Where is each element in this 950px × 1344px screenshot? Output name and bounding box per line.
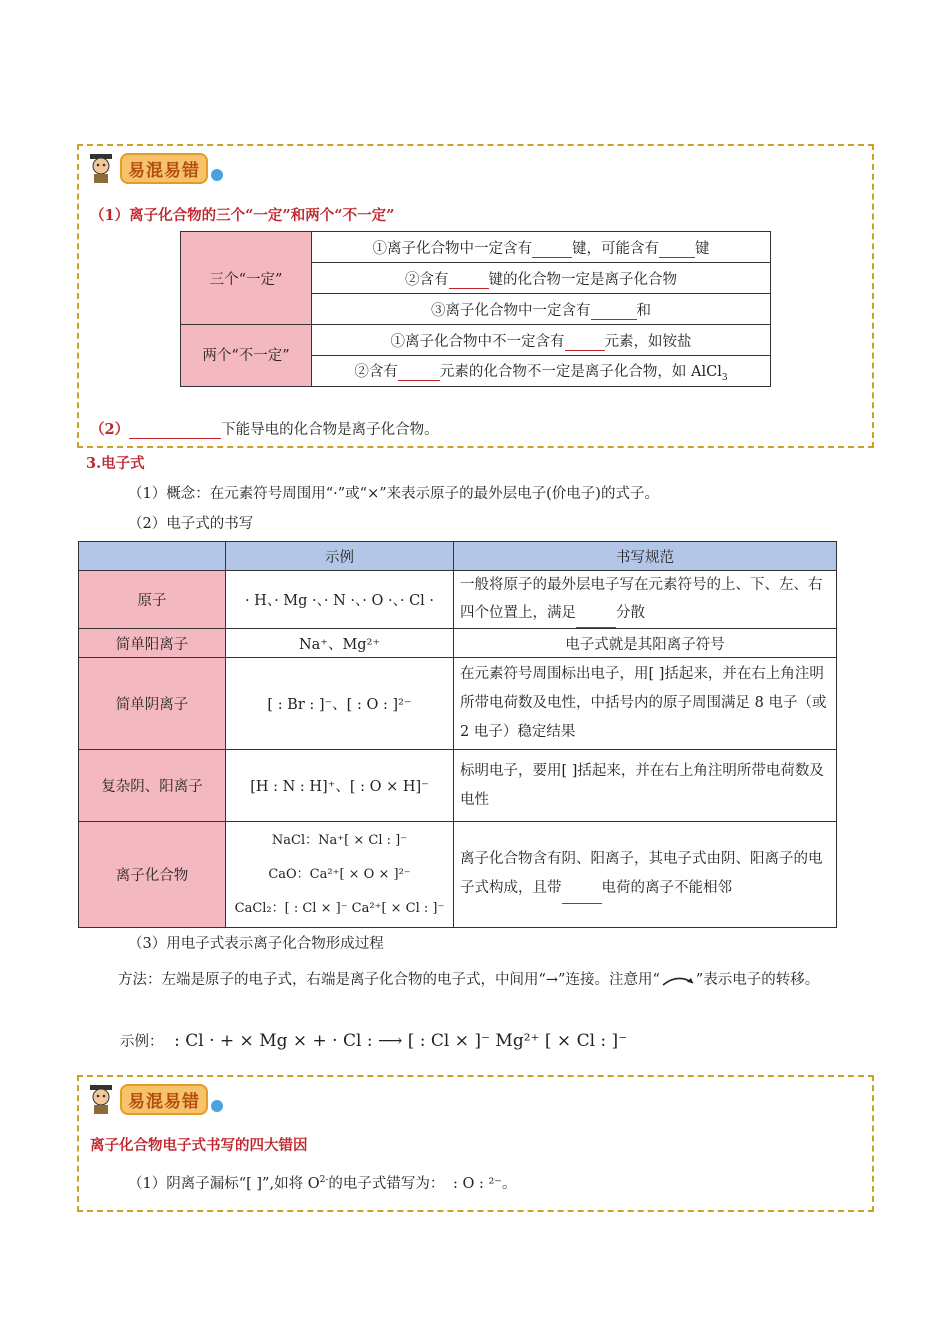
curved-arrow-icon [660,973,696,987]
rule-row-1: ①离子化合物中一定含有 键，可能含有 键 [312,232,771,263]
box1-heading-2: （2） 下能导电的化合物是离子化合物。 [90,421,439,438]
row-label-complex-ion: 复杂阴、阳离子 [79,750,226,822]
anion-rule: 在元素符号周围标出电子，用[ ]括起来，并在右上角注明所带电荷数及电性，中括号内的原子周围满足 8 电子（或 2 电子）稳定结果 [454,658,837,750]
wrong-oxide-formula: : O : ²⁻ [452,1176,502,1192]
mascot-icon [86,152,116,184]
writing-subheading: （2）电子式的书写 [128,516,254,532]
atom-example: · H、· Mg ·、· N ·、· O ·、· Cl · [226,571,454,629]
anion-example: [ : Br : ]⁻、[ : O : ]²⁻ [226,658,454,750]
ionic-compound-rules-table [180,231,771,387]
box2-heading: 离子化合物电子式书写的四大错因 [90,1137,308,1154]
fill-blank[interactable] [565,334,605,351]
group-label-definite: 三个“一定” [181,232,312,325]
fill-blank[interactable] [449,272,489,289]
cation-example: Na⁺、Mg²⁺ [226,629,454,658]
fill-blank[interactable] [532,241,572,258]
method-paragraph: 方法：左端是原子的电子式，右端是离子化合物的电子式，中间用“→”连接。注意用“ ”表示电子的转移。 [118,972,820,988]
fill-blank[interactable] [129,422,221,439]
cacl2-formula: CaCl₂：[ : Cl × ]⁻ Ca²⁺[ × Cl : ]⁻ [234,900,445,916]
row-label-anion: 简单阴离子 [79,658,226,750]
mistake-badge-1 [86,152,223,184]
row-label-cation: 简单阳离子 [79,629,226,658]
error-item-1: （1）阴离子漏标“[ ]”,如将 $O^{2-}$的电子式错写为： : O : ²⁻。 [128,1175,517,1192]
row-label-ionic-compound: 离子化合物 [79,822,226,928]
rule-row-2: ②含有 键的化合物一定是离子化合物 [312,263,771,294]
ionic-compound-examples [226,822,454,928]
electron-formula-table [78,541,837,928]
atom-rule: 一般将原子的最外层电子写在元素符号的上、下、左、右四个位置上，满足 分散 [454,571,837,629]
row-label-atom: 原子 [79,571,226,629]
fill-blank[interactable] [562,874,602,904]
example-row: 示例： : Cl · + × Mg × + · Cl : ⟶ [ : Cl × ]⁻ Mg²⁺ [ × Cl : ]⁻ [120,1031,628,1051]
fill-blank[interactable] [576,599,616,628]
formation-example-formula: : Cl · + × Mg × + · Cl : ⟶ [ : Cl × ]⁻ Mg²⁺ [ × Cl : ]⁻ [174,1031,628,1051]
header-example: 示例 [226,542,454,571]
section-title: 3.电子式 [86,455,145,472]
cao-formula: CaO：Ca²⁺[ × O × ]²⁻ [268,866,411,882]
rule-row-5: ②含有 元素的化合物不一定是离子化合物，如 AlCl$_3$ [312,356,771,387]
badge-label: 易混易错 [120,153,208,184]
rule-row-3: ③离子化合物中一定含有 和 [312,294,771,325]
nacl-formula: NaCl：Na⁺[ × Cl : ]⁻ [271,832,408,848]
header-blank-cell [79,542,226,571]
mascot-icon [86,1083,116,1115]
badge-label: 易混易错 [120,1084,208,1115]
fill-blank[interactable] [398,364,440,381]
complex-ion-example: [H : N : H]⁺、[ : O × H]⁻ [226,750,454,822]
complex-ion-rule: 标明电子，要用[ ]括起来，并在右上角注明所带电荷数及电性 [454,750,837,822]
ionic-compound-rule: 离子化合物含有阴、阳离子，其电子式由阴、阳离子的电子式构成，且带 电荷的离子不能相邻 [454,822,837,928]
group-label-not-definite: 两个“不一定” [181,325,312,387]
rule-row-4: ①离子化合物中不一定含有 元素，如铵盐 [312,325,771,356]
cation-rule: 电子式就是其阳离子符号 [454,629,837,658]
box1-heading-1: （1）离子化合物的三个“一定”和两个“不一定” [90,207,395,224]
lightbulb-icon [211,1100,223,1112]
lightbulb-icon [211,169,223,181]
formation-subheading: （3）用电子式表示离子化合物形成过程 [128,936,384,952]
mistake-badge-2 [86,1083,223,1115]
header-rule: 书写规范 [454,542,837,571]
fill-blank[interactable] [659,241,695,258]
fill-blank[interactable] [591,303,637,320]
concept-paragraph: （1）概念：在元素符号周围用“·”或“×”来表示原子的最外层电子(价电子)的式子。 [128,486,659,502]
